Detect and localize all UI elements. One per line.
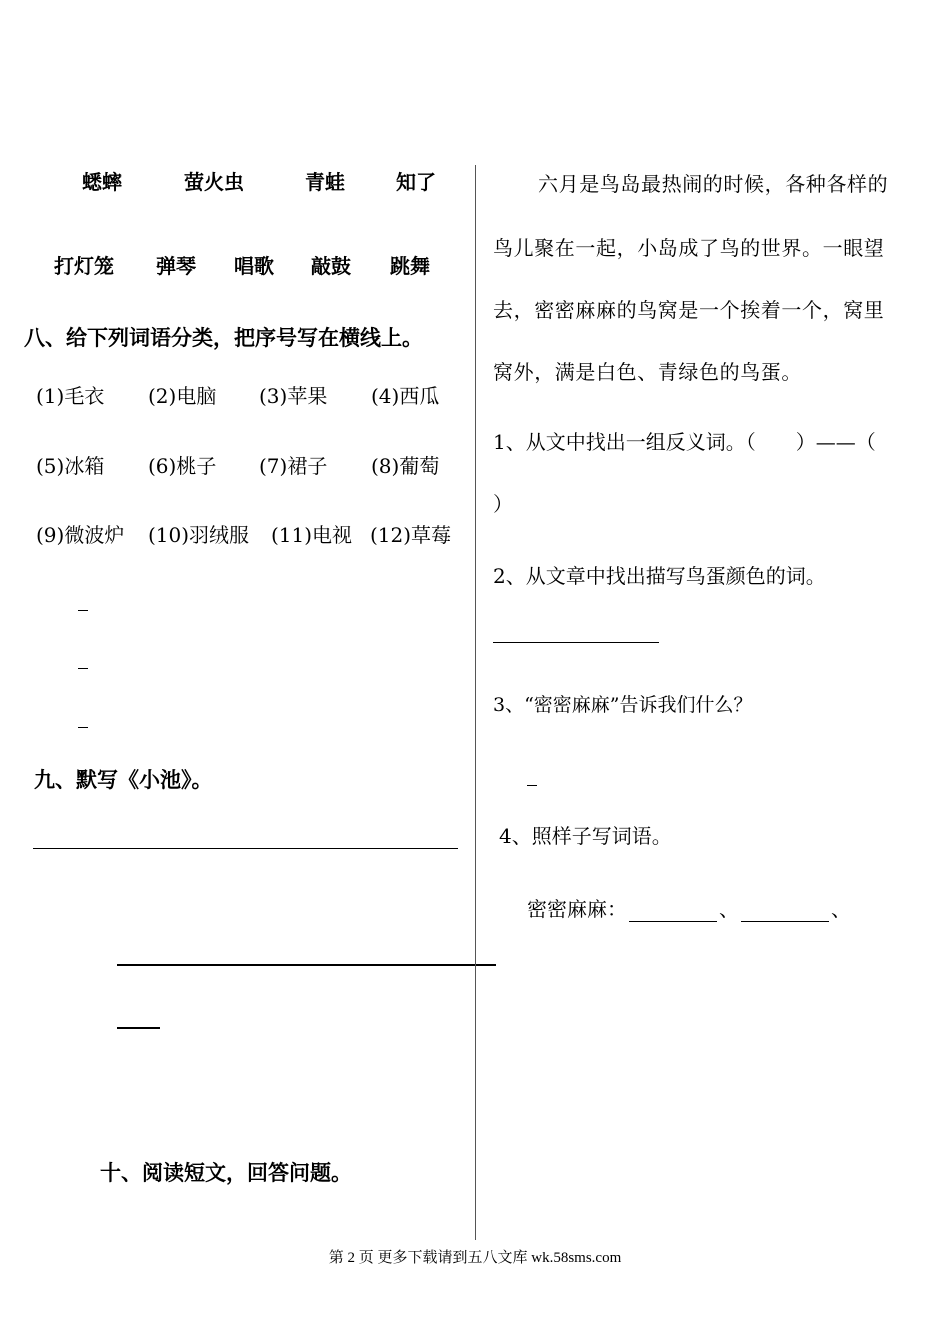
animal-word-4: 知了 <box>396 170 436 194</box>
q8-item-8: (8)葡萄 <box>371 454 440 478</box>
q9-answer-line-2[interactable] <box>117 964 496 966</box>
q4-example-word: 密密麻麻： <box>527 897 627 921</box>
animal-word-1: 蟋蟀 <box>82 170 122 194</box>
q8-answer-line-1[interactable] <box>78 610 88 611</box>
page-footer: 第 2 页 更多下载请到五八文库 wk.58sms.com <box>328 1250 622 1266</box>
q4-text: 4、照样子写词语。 <box>499 824 672 848</box>
passage-line-2: 鸟儿聚在一起，小岛成了鸟的世界。一眼望 <box>493 236 885 260</box>
q4-example-row <box>527 893 851 922</box>
q8-item-10: (10)羽绒服 <box>148 523 250 547</box>
passage-line-3: 去，密密麻麻的鸟窝是一个挨着一个，窝里 <box>493 298 885 322</box>
q4-separator-2: 、 <box>831 897 851 921</box>
q4-answer-blank-2[interactable] <box>741 901 829 922</box>
q8-item-6: (6)桃子 <box>148 454 217 478</box>
q1-text: 1、从文中找出一组反义词。（ ）——（ <box>493 430 876 454</box>
q3-answer-line[interactable] <box>527 785 537 786</box>
q8-item-12: (12)草莓 <box>370 523 452 547</box>
action-word-1: 打灯笼 <box>54 254 114 278</box>
q8-item-7: (7)裙子 <box>259 454 328 478</box>
q8-item-3: (3)苹果 <box>259 384 328 408</box>
action-word-2: 弹琴 <box>156 254 196 278</box>
q10-heading: 十、阅读短文，回答问题。 <box>100 1160 352 1185</box>
q1-end: ） <box>493 492 513 516</box>
q8-answer-line-3[interactable] <box>78 727 88 728</box>
q4-separator-1: 、 <box>719 897 739 921</box>
q4-answer-blank-1[interactable] <box>629 901 717 922</box>
q9-answer-line-3[interactable] <box>117 1027 160 1029</box>
passage-line-1: 六月是鸟岛最热闹的时候，各种各样的 <box>538 172 889 196</box>
q8-item-5: (5)冰箱 <box>36 454 105 478</box>
q8-item-11: (11)电视 <box>271 523 353 547</box>
passage-line-4: 窝外，满是白色、青绿色的鸟蛋。 <box>493 360 802 384</box>
q2-answer-line[interactable] <box>493 642 659 643</box>
q8-item-2: (2)电脑 <box>148 384 217 408</box>
q8-answer-line-2[interactable] <box>78 668 88 669</box>
action-word-5: 跳舞 <box>390 254 430 278</box>
action-word-4: 敲鼓 <box>311 254 351 278</box>
animal-word-2: 萤火虫 <box>184 170 244 194</box>
q8-item-1: (1)毛衣 <box>36 384 105 408</box>
action-word-3: 唱歌 <box>234 254 274 278</box>
q8-heading: 八、给下列词语分类，把序号写在横线上。 <box>24 325 423 350</box>
q9-answer-line-1[interactable] <box>33 848 458 849</box>
column-divider <box>475 165 476 1240</box>
q8-item-4: (4)西瓜 <box>371 384 440 408</box>
q8-item-9: (9)微波炉 <box>36 523 125 547</box>
q2-text: 2、从文章中找出描写鸟蛋颜色的词。 <box>493 564 826 588</box>
q9-heading: 九、默写《小池》。 <box>34 767 213 792</box>
q3-text: 3、“密密麻麻”告诉我们什么？ <box>493 694 753 716</box>
animal-word-3: 青蛙 <box>305 170 345 194</box>
